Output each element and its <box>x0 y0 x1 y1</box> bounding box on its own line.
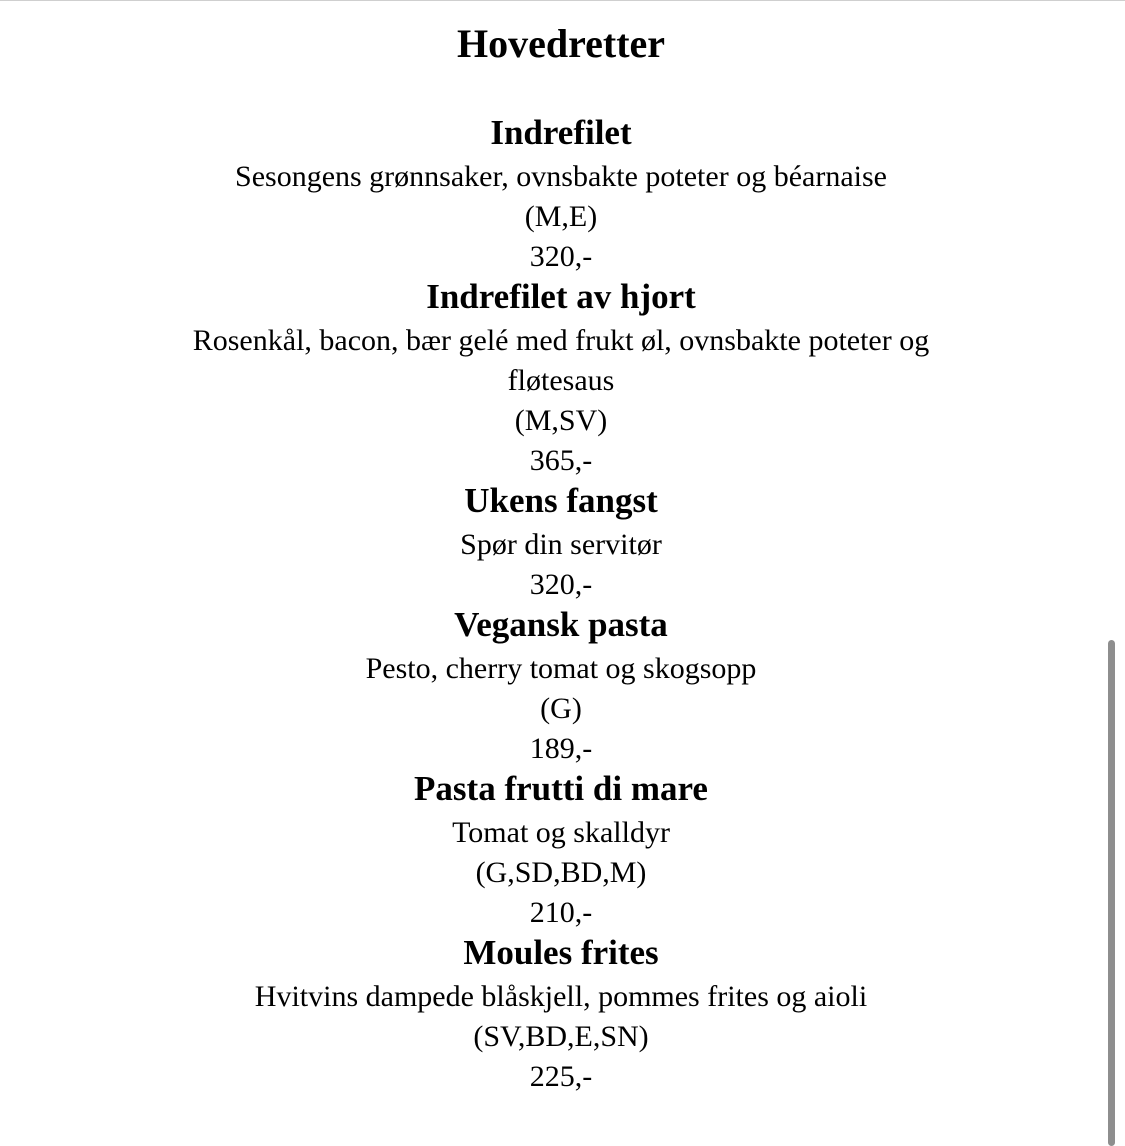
menu-item <box>0 933 1122 1097</box>
menu-item-price: 365,- <box>529 444 593 477</box>
menu-item-allergens: (M,SV) <box>514 404 608 437</box>
menu-item-name: Indrefilet <box>490 113 632 152</box>
page-title: Hovedretter <box>456 21 666 66</box>
menu-item-name: Ukens fangst <box>464 481 658 520</box>
menu-item-list <box>0 66 1122 1097</box>
menu-item-description: Pesto, cherry tomat og skogsopp <box>365 652 757 685</box>
menu-item-name: Indrefilet av hjort <box>426 277 696 316</box>
menu-item-price: 189,- <box>529 732 593 765</box>
menu-item-name: Vegansk pasta <box>454 605 668 644</box>
menu-item-price: 225,- <box>529 1060 593 1093</box>
menu-item <box>0 769 1122 933</box>
menu-item-description: Spør din servitør <box>460 528 662 561</box>
menu-item <box>0 605 1122 769</box>
menu-item-price: 210,- <box>529 896 593 929</box>
menu-item-allergens: (G) <box>540 692 582 725</box>
menu-item <box>0 277 1122 481</box>
menu-item-description: Tomat og skalldyr <box>452 816 670 849</box>
menu-item-price: 320,- <box>529 568 593 601</box>
menu-item-name: Pasta frutti di mare <box>414 769 708 808</box>
menu-item-allergens: (G,SD,BD,M) <box>475 856 647 889</box>
menu-item-name: Moules frites <box>463 933 659 972</box>
menu-item-description: Rosenkål, bacon, bær gelé med frukt øl, ovnsbakte poteter og fløtesaus <box>192 324 930 397</box>
menu-item-description: Sesongens grønnsaker, ovnsbakte poteter og béarnaise <box>235 160 887 193</box>
menu-item-price: 320,- <box>529 240 593 273</box>
menu-item-allergens: (M,E) <box>524 200 598 233</box>
vertical-scrollbar[interactable] <box>1108 640 1115 1146</box>
menu-item-allergens: (SV,BD,E,SN) <box>473 1020 649 1053</box>
menu-item <box>0 481 1122 605</box>
menu-item-description: Hvitvins dampede blåskjell, pommes frites og aioli <box>254 980 868 1013</box>
menu-item <box>0 113 1122 277</box>
